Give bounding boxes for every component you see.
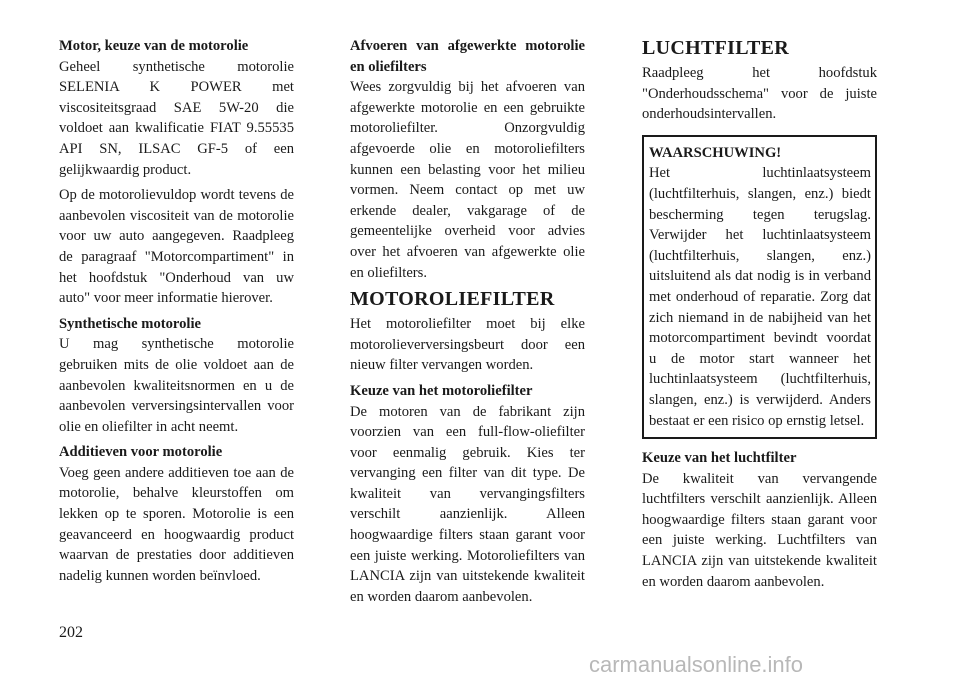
paragraph: [350, 36, 585, 283]
section-heading: Synthetische motorolie: [59, 315, 202, 332]
section-text: U mag synthetische motorolie gebruiken mits de olie voldoet aan de aanbevolen kwaliteitsnormen en u de aanbevolen verversingsintervallen voor olie en oliefilter in acht neemt.: [59, 336, 294, 435]
section-title: MOTOROLIEFILTER: [350, 288, 555, 311]
warning-box: [642, 135, 877, 439]
column-right: [642, 36, 877, 597]
paragraph: [649, 143, 871, 431]
column-left: [59, 36, 294, 591]
section-heading: Motor, keuze van de motorolie: [59, 38, 249, 54]
paragraph: [59, 442, 294, 586]
section-text: Geheel synthetische motorolie SELENIA K POWER met viscositeitsgraad SAE 5W-20 die voldoet aan kwalificatie FIAT 9.55535 API SN, ILSAC GF-5 of een gelijkwaardig product.: [59, 58, 294, 178]
section-heading: Keuze van het motoroliefilter: [350, 382, 533, 399]
section-text: Wees zorgvuldig bij het afvoeren van afgewerkte motorolie en een gebruikte motoroliefilter. Onzorgvuldig afgevoerde olie en motoroliefilters kunnen een belasting voor het milieu vormen. Neem contact op met uw erkende dealer, vakgarage of de gemeentelijke overheid voor advies over het afvoeren van afgewerkte olie en oliefilters.: [350, 79, 585, 281]
section-text: Voeg geen andere additieven toe aan de motorolie, behalve kleurstoffen om lekken op te sporen. Motorolie is een geavanceerd en hoogwaardig product waarvan de prestaties door additieven nadelig kunnen worden beïnvloed.: [59, 464, 294, 584]
paragraph: Raadpleeg het hoofdstuk "Onderhoudsschema" voor de juiste onderhoudsintervallen.: [642, 65, 877, 123]
section-text: De kwaliteit van vervangende luchtfilters verschilt aanzienlijk. Alleen hoogwaardige filters staan garant voor een juiste werking. Luchtfilters van LANCIA zijn van uitstekende kwaliteit en worden daarom aanbevolen.: [642, 470, 877, 590]
paragraph: [59, 36, 294, 180]
section-heading: Additieven voor motorolie: [59, 444, 223, 461]
warning-heading: WAARSCHUWING!: [649, 144, 782, 161]
section-heading: Afvoeren van afgewerkte motorolie en oliefilters: [350, 38, 585, 75]
paragraph: Op de motorolievuldop wordt tevens de aanbevolen viscositeit van de motorolie voor uw auto aangegeven. Raadpleeg de paragraaf "Motorcompartiment" in het hoofdstuk "Onderhoud van uw auto" voor meer informatie hierover.: [59, 187, 294, 307]
paragraph: Het motoroliefilter moet bij elke motorolieverversingsbeurt door een nieuw filter vervangen worden.: [350, 316, 585, 374]
section-heading: Keuze van het luchtfilter: [642, 450, 797, 467]
paragraph: [642, 448, 877, 592]
section-text: De motoren van de fabrikant zijn voorzien van een full-flow-oliefilter voor eenmalig gebruik. Kies ter vervanging een filter van dit type. De kwaliteit van vervangingsfilters verschilt aanzienlijk. Alleen hoogwaardige filters staan garant voor een juiste werking. Motoroliefilters van LANCIA zijn van uitstekende kwaliteit en worden daarom aanbevolen.: [350, 403, 585, 605]
section-title: LUCHTFILTER: [642, 37, 790, 59]
page-number: 202: [59, 624, 83, 641]
watermark: carmanualsonline.info: [589, 652, 804, 677]
paragraph: [59, 314, 294, 438]
paragraph: [350, 381, 585, 608]
column-middle: [350, 36, 585, 612]
warning-text: Het luchtinlaatsysteem (luchtfilterhuis, slangen, enz.) biedt bescherming tegen terugslag. Verwijder het luchtinlaatsysteem (luchtfilterhuis, slangen, enz.) uitsluitend als dat nodig is in verband met onderhoud of reparatie. Zorg dat zich niemand in de nabijheid van het motorcompartiment bevindt voordat u de motor start wanneer het luchtinlaatsysteem (luchtfilterhuis, slangen, enz.) is verwijderd. Anders bestaat er een risico op ernstig letsel.: [649, 165, 871, 429]
